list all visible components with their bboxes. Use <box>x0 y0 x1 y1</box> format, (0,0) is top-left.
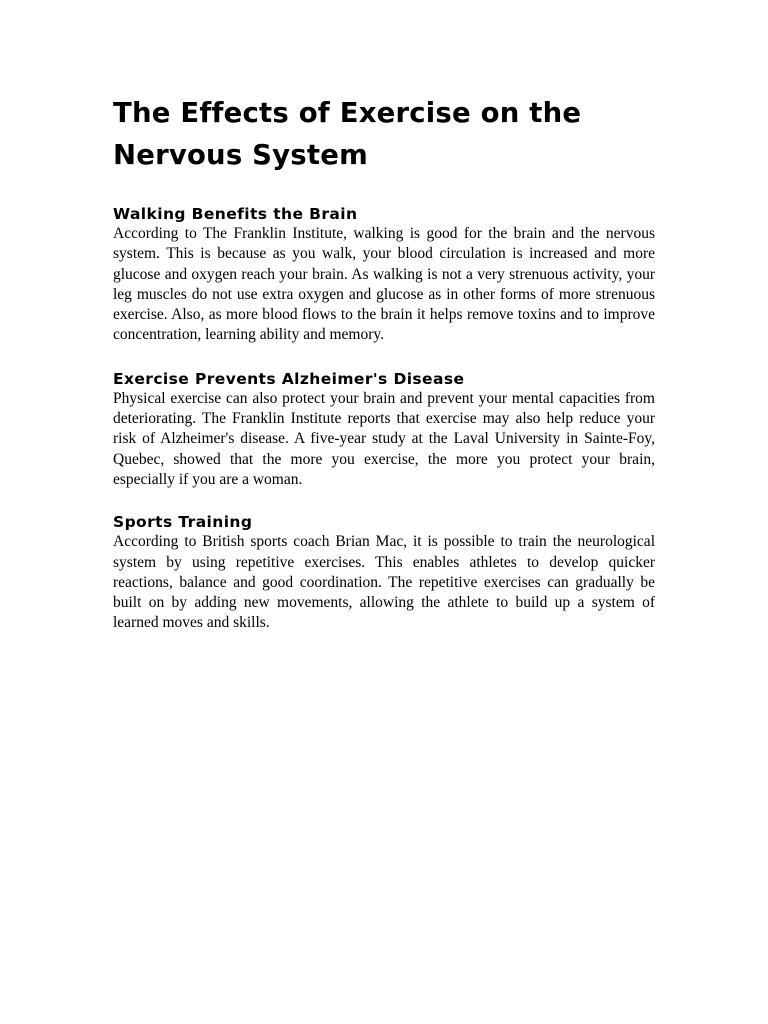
section-walking <box>113 204 655 346</box>
section-heading: Walking Benefits the Brain <box>113 205 358 223</box>
section-body: According to British sports coach Brian Mac, it is possible to train the neurological system by using repetitive exercises. This enables athletes to develop quicker reactions, balance and good coordination. The repetitive exercises can gradually be built on by adding new movements, allowing the athlete to build up a system of learned moves and skills. <box>113 533 655 632</box>
document-page <box>113 92 655 634</box>
section-heading: Sports Training <box>113 513 253 532</box>
document-title: The Effects of Exercise on the Nervous System <box>113 97 582 171</box>
section-heading: Exercise Prevents Alzheimer's Disease <box>113 369 465 388</box>
section-sports-training <box>113 512 655 633</box>
section-body: Physical exercise can also protect your brain and prevent your mental capacities from deteriorating. The Franklin Institute reports that exercise may also help reduce your risk of Alzheimer's disease. A five-year study at the Laval University in Sainte-Foy, Quebec, showed that the more you exercise, the more you protect your brain, especially if you are a woman. <box>113 389 655 488</box>
section-alzheimers <box>113 369 655 490</box>
section-body: According to The Franklin Institute, walking is good for the brain and the nervous system. This is because as you walk, your blood circulation is increased and more glucose and oxygen reach your brain. As walking is not a very strenuous activity, your leg muscles do not use extra oxygen and glucose as in other forms of more strenuous exercise. Also, as more blood flows to the brain it helps remove toxins and to improve concentration, learning ability and memory. <box>113 225 655 344</box>
